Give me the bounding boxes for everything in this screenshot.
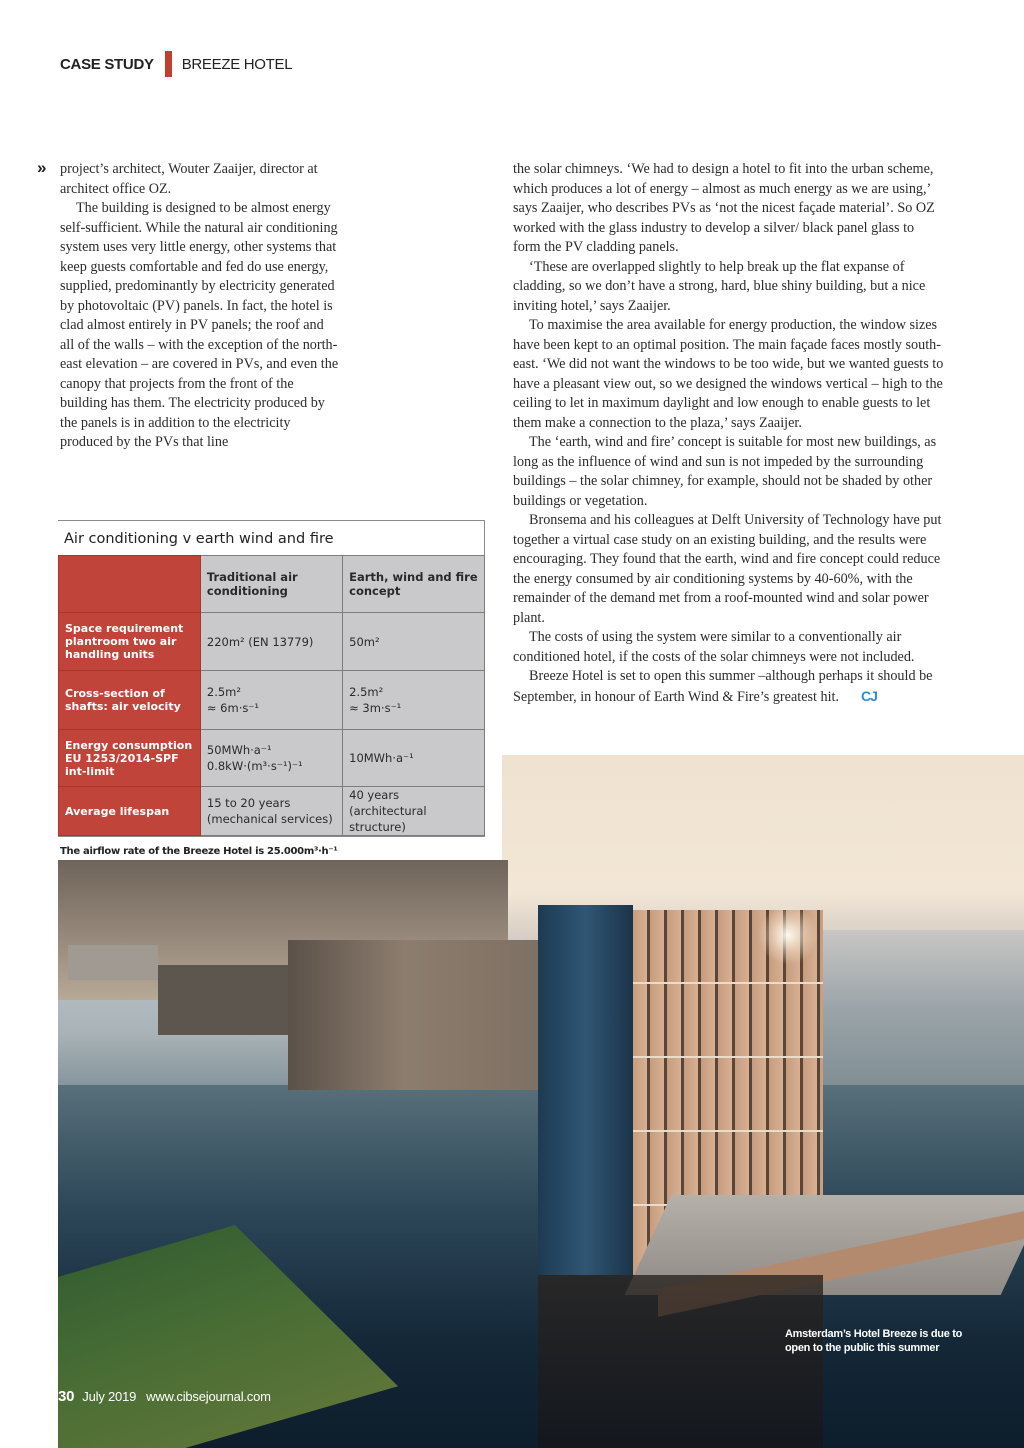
cell-traditional [200,613,342,671]
cell-line: ≈ 3m·s⁻¹ [349,701,402,715]
photo-hotel-glass-facade [538,905,633,1275]
cell-line: (mechanical services) [206,812,333,826]
comparison-table-panel [58,520,502,860]
photo-waterfront-houses [158,965,298,1035]
header-divider [165,51,172,77]
cell-line: 15 to 20 years [206,796,291,810]
paragraph-final [513,667,945,707]
table-title: Air conditioning v earth wind and fire [64,531,334,547]
page-footer [58,1388,271,1405]
issue-date: July 2019 [82,1389,137,1404]
paragraph: To maximise the area available for energy production, the window sizes have been kept to an optimal position. The main façade faces mostly south-east. ‘We did not want the windows to be too wide, but we wanted guests to have a pleasant view out, so we designed the windows vertical – high to the ceiling to let in maximum daylight and low enough to enable guests to let them make a connection to the plaza,’ says Zaaijer. [513,317,944,431]
photo-distant-building [68,945,158,980]
row-label: Average lifespan [59,787,201,836]
cell-ewf [343,730,485,787]
cell-line: (architectural structure) [349,804,427,834]
website-link[interactable]: www.cibsejournal.com [146,1389,271,1404]
table-row [59,787,485,836]
column-header-traditional: Traditional air conditioning [200,556,342,613]
cell-ewf [343,787,485,836]
table-row [59,613,485,671]
cell-line: 220m² (EN 13779) [206,634,314,649]
paragraph: The building is designed to be almost energy self-sufficient. While the natural air conditioning system uses very little energy, other systems that keep guests comfortable and fed do use energy, supplied, predominantly by electricity generated by photovoltaic (PV) panels. In fact, the hotel is clad almost entirely in PV panels; the roof and all of the walls – with the exception of the north-east elevation – are covered in PVs, and even the canopy that projects from the front of the building has them. The electricity produced by the panels is in addition to the electricity produced by the PVs that line [60,200,339,450]
body-column-left [60,160,340,453]
table-row [59,671,485,730]
table-footnote: The airflow rate of the Breeze Hotel is 25.000m³·h⁻¹ [60,846,338,857]
cell-traditional [200,787,342,836]
row-label: Space requirement plantroom two air handling units [59,613,201,671]
cell-traditional [200,671,342,730]
section-label: CASE STUDY [60,55,154,73]
cell-line: 2.5m² [349,685,384,699]
paragraph-final-text: Breeze Hotel is set to open this summer –although perhaps it should be September, in honour of Earth Wind & Fire’s greatest hit. [513,668,933,705]
cell-line: 50m² [349,634,380,649]
table-row [59,730,485,787]
cell-line: ≈ 6m·s⁻¹ [206,701,260,715]
table-header-empty [59,556,201,613]
photo-caption: Amsterdam’s Hotel Breeze is due to open to the public this summer [785,1328,963,1354]
cell-ewf [343,671,485,730]
cell-line: 40 years [349,788,400,802]
page-number: 30 [58,1388,75,1405]
cell-line: 0.8kW·(m³·s⁻¹)⁻¹ [206,759,303,773]
column-header-ewf: Earth, wind and fire concept [343,556,485,613]
paragraph: The ‘earth, wind and fire’ concept is suitable for most new buildings, as long as the influence of wind and sun is not impeded by the surrounding buildings – the solar chimney, for example, should not be shaded by other buildings or vegetation. [513,434,937,509]
end-mark-icon: CJ [861,687,877,704]
photo-sun-glare [758,905,818,965]
paragraph: project’s architect, Wouter Zaaijer, director at architect office OZ. [60,161,318,197]
photo-apartment-block [288,940,578,1090]
row-label: Cross-section of shafts: air velocity [59,671,201,730]
table-header-row [59,556,485,613]
comparison-table-box [58,520,485,837]
cell-ewf [343,613,485,671]
photo-hotel-reflection [538,1275,823,1448]
article-title: BREEZE HOTEL [181,55,293,73]
row-label: Energy consumption EU 1253/2014-SPF int-limit [59,730,201,787]
body-column-right [513,160,945,707]
paragraph: Bronsema and his colleagues at Delft University of Technology have put together a virtual case study on an existing building, and the results were encouraging. They found that the earth, wind and fire concept could reduce the energy consumed by air conditioning systems by 40-60%, with the remainder of the demand met from a roof-mounted wind and solar power plant. [513,512,942,626]
paragraph: ‘These are overlapped slightly to help break up the flat expanse of cladding, so we don’t have a strong, hard, blue shiny building, but a nice inviting hotel,’ says Zaaijer. [513,258,926,314]
paragraph: The costs of using the system were similar to a conventionally air conditioned hotel, if the costs of the solar chimneys were not included. [513,629,915,665]
cell-traditional [200,730,342,787]
cell-line: 10MWh·a⁻¹ [349,751,414,765]
running-header [60,50,292,78]
comparison-table [58,555,485,836]
paragraph: the solar chimneys. ‘We had to design a hotel to fit into the urban scheme, which produces a lot of energy – almost as much energy as we are using,’ says Zaaijer, who describes PVs as ‘not the nicest façade material’. So OZ worked with the glass industry to develop a silver/ black panel glass to form the PV cladding panels. [513,161,935,255]
cell-line: 2.5m² [206,685,241,699]
cell-line: 50MWh·a⁻¹ [206,743,272,757]
continued-from-icon: » [37,158,47,177]
